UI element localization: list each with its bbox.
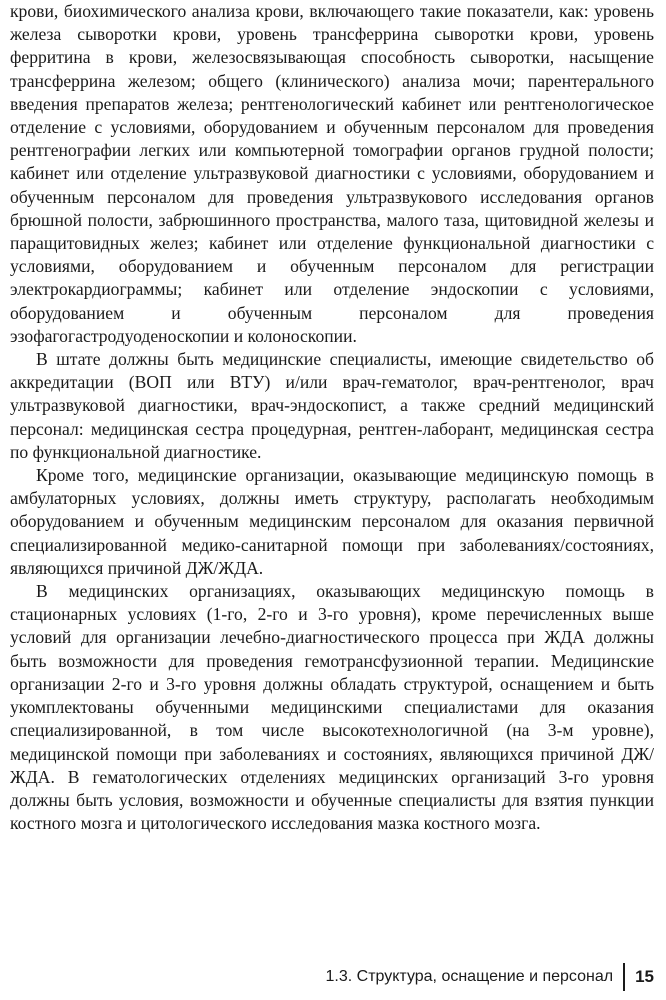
paragraph-staff: В штате должны быть медицинские специалисты, имеющие свидетельство об аккредитации (ВОП или ВТУ) и/или врач-гематолог, врач-рентгенолог, врач ультразвуковой диагностики, врач-эндоскопист, а также средний медицинский персонал: медицинская сестра процедурная, рентген-лаборант, медицинская сестра по функциональной диагностике. <box>10 349 654 462</box>
paragraph-inpatient: В медицинских организациях, оказывающих медицинскую помощь в стационарных условиях (1-го, 2-го и 3-го уровня), кроме перечисленных выше условий для организации лечебно-диагностического процесса при ЖДА должны быть возможности для проведения гемотрансфузионной терапии. Медицинские организации 2-го и 3-го уровня должны обладать структурой, оснащением и быть укомплектованы обученными медицинскими специалистами для оказания специализированной, в том числе высокотехнологичной (на 3-м уровне), медицинской помощи при заболеваниях и состояниях, являющихся причиной ДЖ/ЖДА. В гематологических отделениях медицинских организаций 3-го уровня должны быть условия, возможности и обученные специалисты для взятия пункции костного мозга и цитологического исследования мазка костного мозга. <box>10 581 654 834</box>
running-title: 1.3. Структура, оснащение и персонал <box>325 968 614 985</box>
paragraph-outpatient: Кроме того, медицинские организации, оказывающие медицинскую помощь в амбулаторных условиях, должны иметь структуру, располагать необходимым оборудованием и обученным медицинским персоналом для оказания первичной специализированной медико-санитарной помощи при заболеваниях/состояниях, являющихся причиной ДЖ/ЖДА. <box>10 465 654 578</box>
page-footer <box>326 963 654 991</box>
paragraph-continuation: крови, биохимического анализа крови, включающего такие показатели, как: уровень железа сыворотки крови, уровень трансферрина сыворотки крови, уровень ферритина в крови, железосвязывающая способность сыворотки, насыщение трансферрина железом; общего (клинического) анализа мочи; парентерального введения препаратов железа; рентгенологический кабинет или рентгенологическое отделение с условиями, оборудованием и обученным персоналом для проведения рентгенографии легких или компьютерной томографии органов грудной полости; кабинет или отделение ультразвуковой диагностики с условиями, оборудованием и обученным персоналом для проведения ультразвукового исследования органов брюшной полости, забрюшинного пространства, малого таза, щитовидной железы и паращитовидных желез; кабинет или отделение функциональной диагностики с условиями, оборудованием и обученным персоналом для регистрации электрокардиограммы; кабинет или отделение эндоскопии с условиями, оборудованием и обученным персоналом для проведения эзофагогастродуоденоскопии и колоноскопии. <box>10 1 654 346</box>
page-number: 15 <box>635 967 654 986</box>
footer-divider <box>623 963 625 991</box>
body-text <box>10 0 654 835</box>
